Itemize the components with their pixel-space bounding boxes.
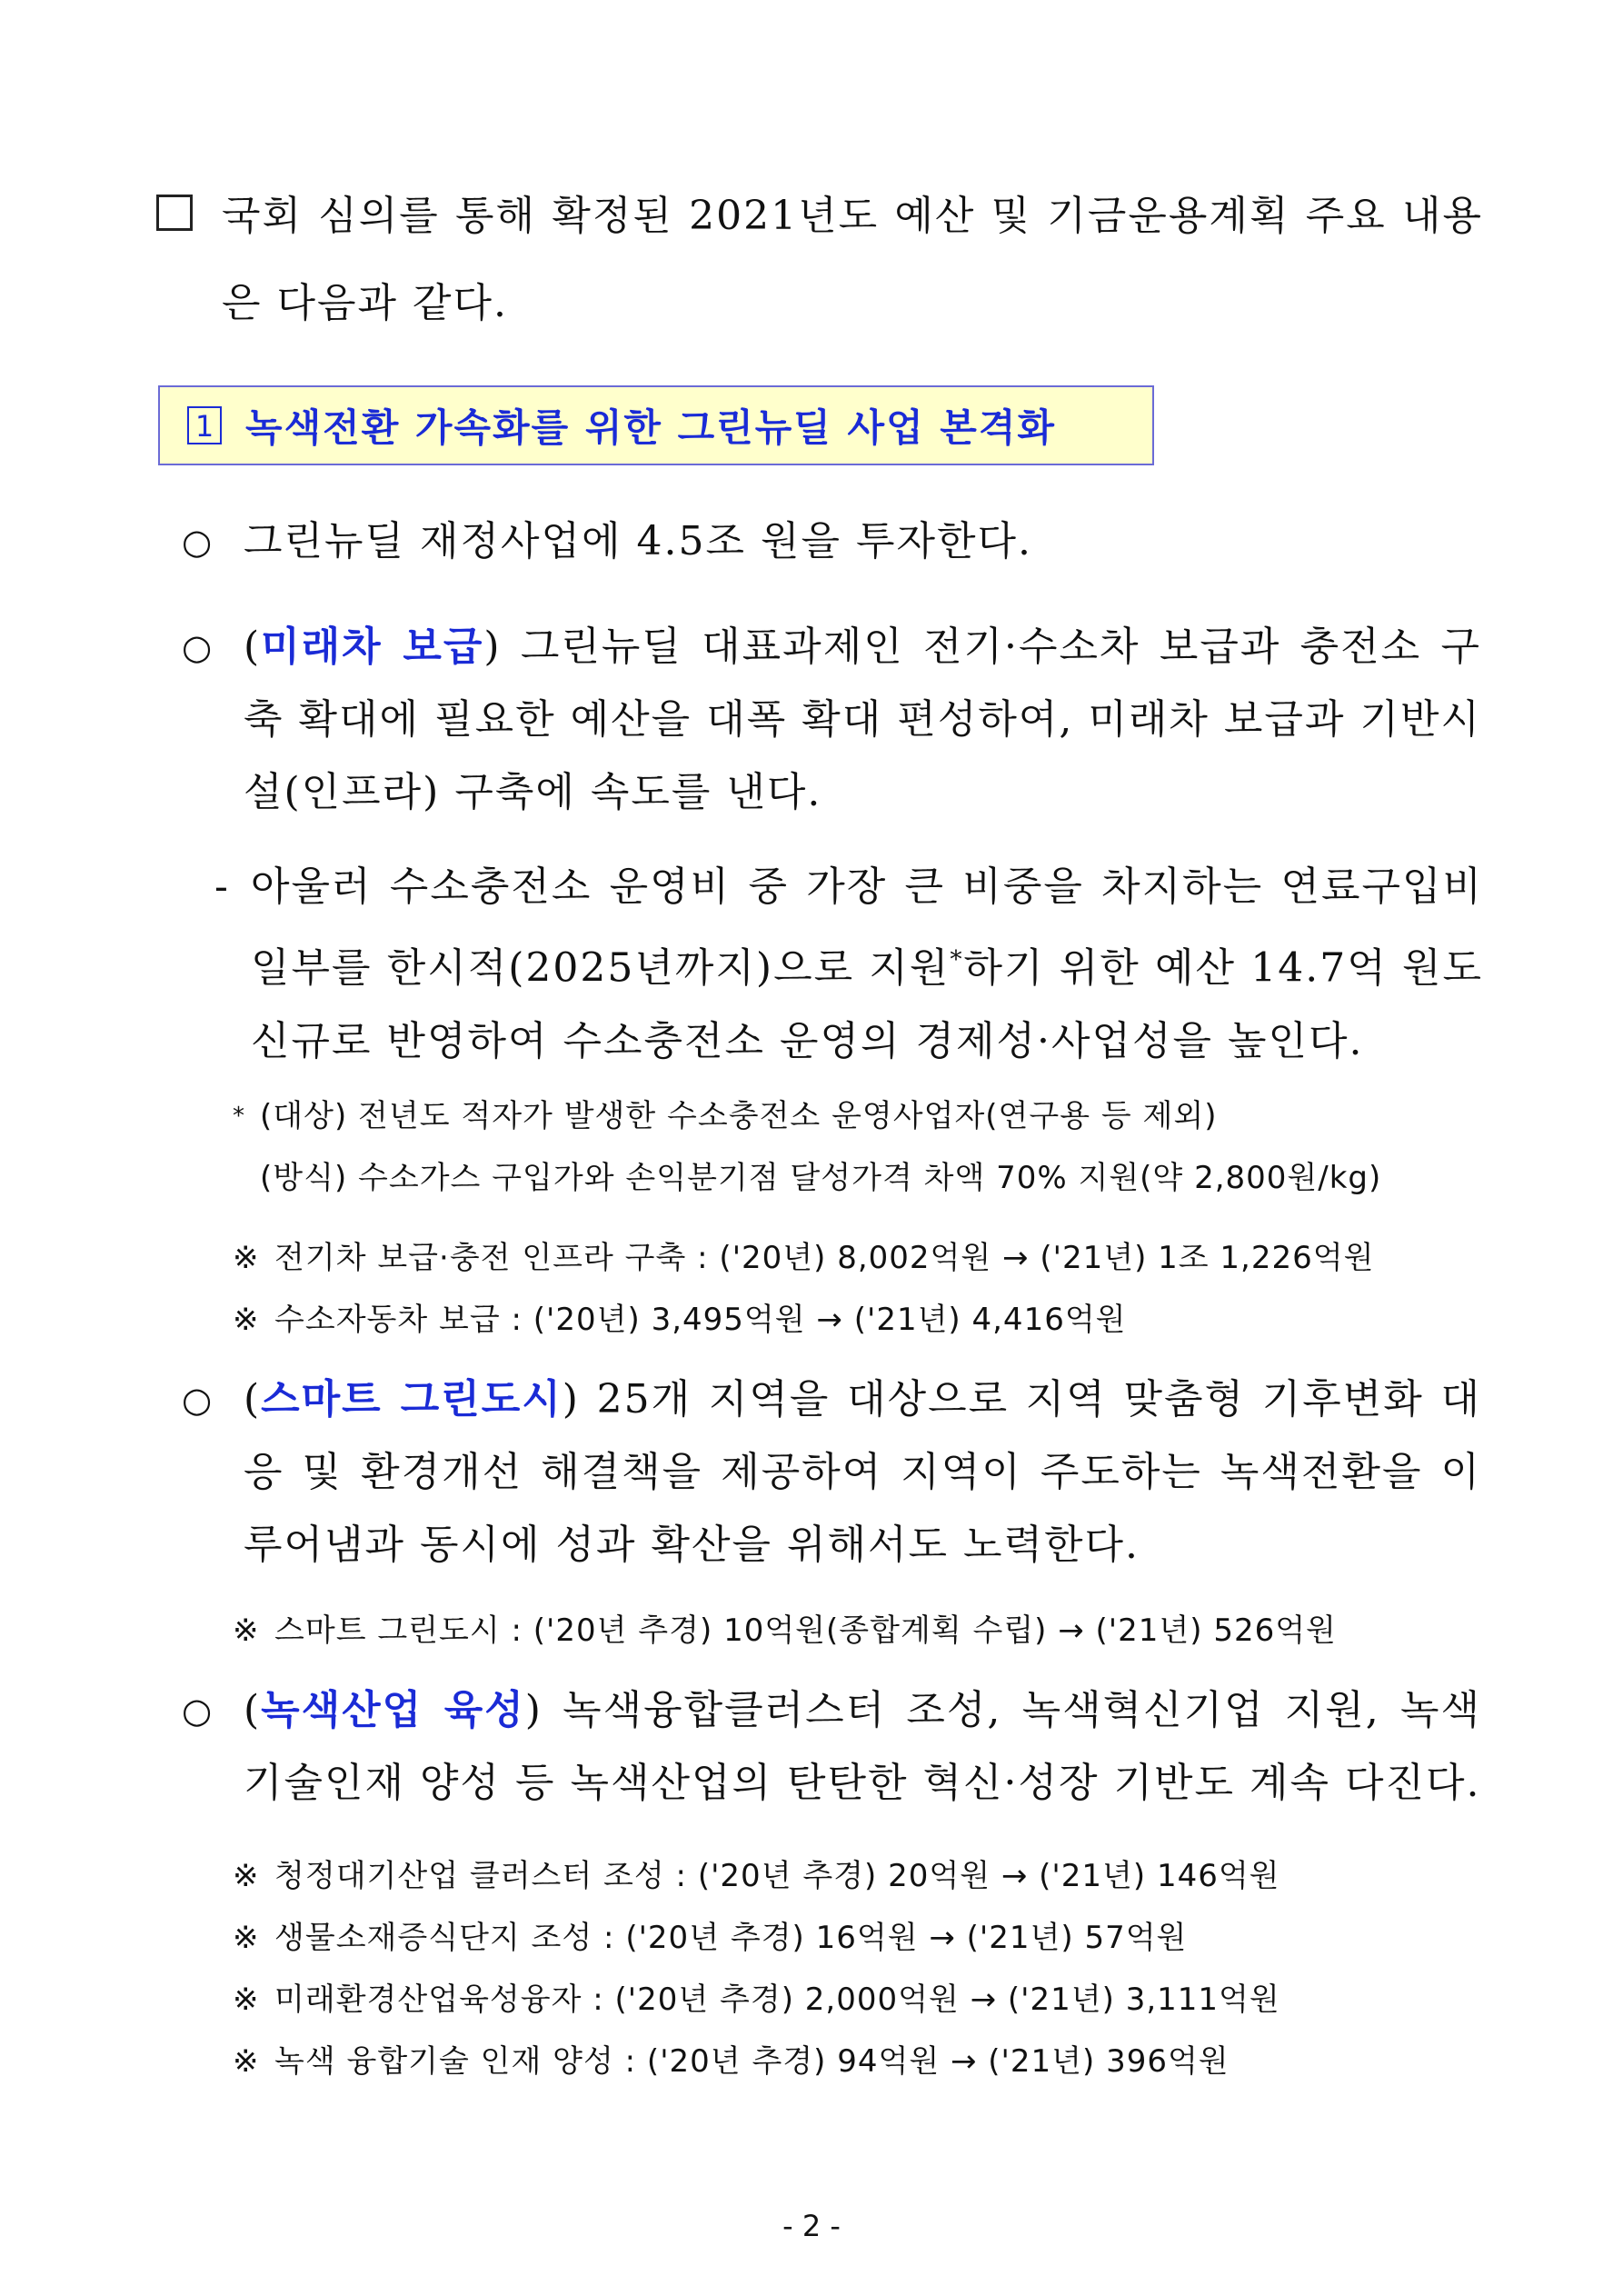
bullet-text: (미래차 보급) 그린뉴딜 대표과제인 전기·수소차 보급과 충전소 구축 확대에 필요한 예산을 대폭 확대 편성하여, 미래차 보급과 기반시설(인프라) 구축에 속도를 낸다. [244,624,1482,815]
footnote [233,1085,1487,1209]
reference-text: 녹색 융합기술 인재 양성 : ('20년 추경) 94억원 → ('21년) 396억원 [274,2043,1230,2080]
checkbox-square-icon [156,195,193,231]
dash-text-after: 하기 위한 예산 14.7억 원도 신규로 반영하여 수소충전소 운영의 경제성·사업성을 높인다. [251,944,1483,1064]
bullet-text: 그린뉴딜 재정사업에 4.5조 원을 투자한다. [244,518,1032,564]
circle-bullet-icon: ○ [182,1691,214,1731]
bullet-item [182,1363,1481,1582]
reference-text: 스마트 그린도시 : ('20년 추경) 10억원(종합계획 수립) → ('21년) 526억원 [274,1612,1337,1649]
footnote-line: (대상) 전년도 적자가 발생한 수소충전소 운영사업자(연구용 등 제외) [260,1098,1218,1134]
intro-text: 국회 심의를 통해 확정된 2021년도 예산 및 기금운용계획 주요 내용은 다음과 같다. [222,193,1483,326]
bullet-body: 녹색융합클러스터 조성, 녹색혁신기업 지원, 녹색기술인재 양성 등 녹색산업의 탄탄한 혁신·성장 기반도 계속 다진다. [244,1687,1482,1806]
bullet-highlight: 스마트 그린도시 [261,1376,563,1423]
reference-note [233,1969,1505,2031]
bullet-text: (녹색산업 육성) 녹색융합클러스터 조성, 녹색혁신기업 지원, 녹색기술인재 양성 등 녹색산업의 탄탄한 혁신·성장 기반도 계속 다진다. [244,1687,1482,1806]
section-title: 녹색전환 가속화를 위한 그린뉴딜 사업 본격화 [245,405,1056,450]
bullet-highlight: 미래차 보급 [261,624,484,670]
reference-mark-icon: ※ [233,2043,260,2080]
bullet-item [182,611,1481,829]
reference-mark-icon: ※ [233,1612,260,1649]
bullet-body: 그린뉴딜 대표과제인 전기·수소차 보급과 충전소 구축 확대에 필요한 예산을 대폭 확대 편성하여, 미래차 보급과 기반시설(인프라) 구축에 속도를 낸다. [244,624,1482,815]
reference-note [233,1600,1505,1662]
reference-note [233,1907,1505,1969]
section-number: 1 [187,406,222,444]
dash-text [251,851,1483,1078]
bullet-item [182,505,1481,578]
intro-paragraph [156,173,1483,347]
reference-text: 청정대기산업 클러스터 조성 : ('20년 추경) 20억원 → ('21년) 146억원 [274,1858,1280,1894]
reference-mark-icon: ※ [233,1920,260,1956]
circle-bullet-icon: ○ [182,1380,214,1420]
reference-note [233,1845,1505,1907]
reference-mark-icon: ※ [233,1858,260,1894]
reference-note [233,2031,1505,2092]
dash-text-before: 아울러 수소충전소 운영비 중 가장 큰 비중을 차지하는 연료구입비 일부를 한시적(2025년까지)으로 지원 [251,863,1483,992]
dash-bullet: - [214,863,230,910]
reference-text: 미래환경산업육성융자 : ('20년 추경) 2,000억원 → ('21년) 3,111억원 [274,1982,1280,2018]
footnote-marker: * [950,945,964,973]
circle-bullet-icon: ○ [182,522,214,562]
reference-text: 생물소재증식단지 조성 : ('20년 추경) 16억원 → ('21년) 57억원 [274,1920,1188,1956]
reference-note [233,1289,1505,1351]
page-number: - 2 - [782,2209,841,2243]
footnote-line: (방식) 수소가스 구입가와 손익분기점 달성가격 차액 70% 지원(약 2,800원/kg) [260,1160,1382,1196]
bullet-body: 25개 지역을 대상으로 지역 맞춤형 기후변화 대응 및 환경개선 해결책을 제공하여 지역이 주도하는 녹색전환을 이루어냄과 동시에 성과 확산을 위해서도 노력한다. [244,1376,1481,1568]
section-heading [158,385,1154,465]
bullet-highlight: 녹색산업 육성 [261,1687,525,1733]
circle-bullet-icon: ○ [182,627,214,667]
bullet-item [182,1674,1481,1820]
reference-mark-icon: ※ [233,1240,260,1276]
reference-mark-icon: ※ [233,1302,260,1338]
reference-note [233,1227,1505,1289]
reference-text: 전기차 보급·충전 인프라 구축 : ('20년) 8,002억원 → ('21년) 1조 1,226억원 [274,1240,1375,1276]
footnote-asterisk: * [233,1103,245,1130]
bullet-text: (스마트 그린도시) 25개 지역을 대상으로 지역 맞춤형 기후변화 대응 및 환경개선 해결책을 제공하여 지역이 주도하는 녹색전환을 이루어냄과 동시에 성과 확산을 위해서도 노력한다. [244,1376,1481,1568]
reference-mark-icon: ※ [233,1982,260,2018]
dash-item [214,851,1483,1078]
reference-text: 수소자동차 보급 : ('20년) 3,495억원 → ('21년) 4,416억원 [274,1302,1127,1338]
